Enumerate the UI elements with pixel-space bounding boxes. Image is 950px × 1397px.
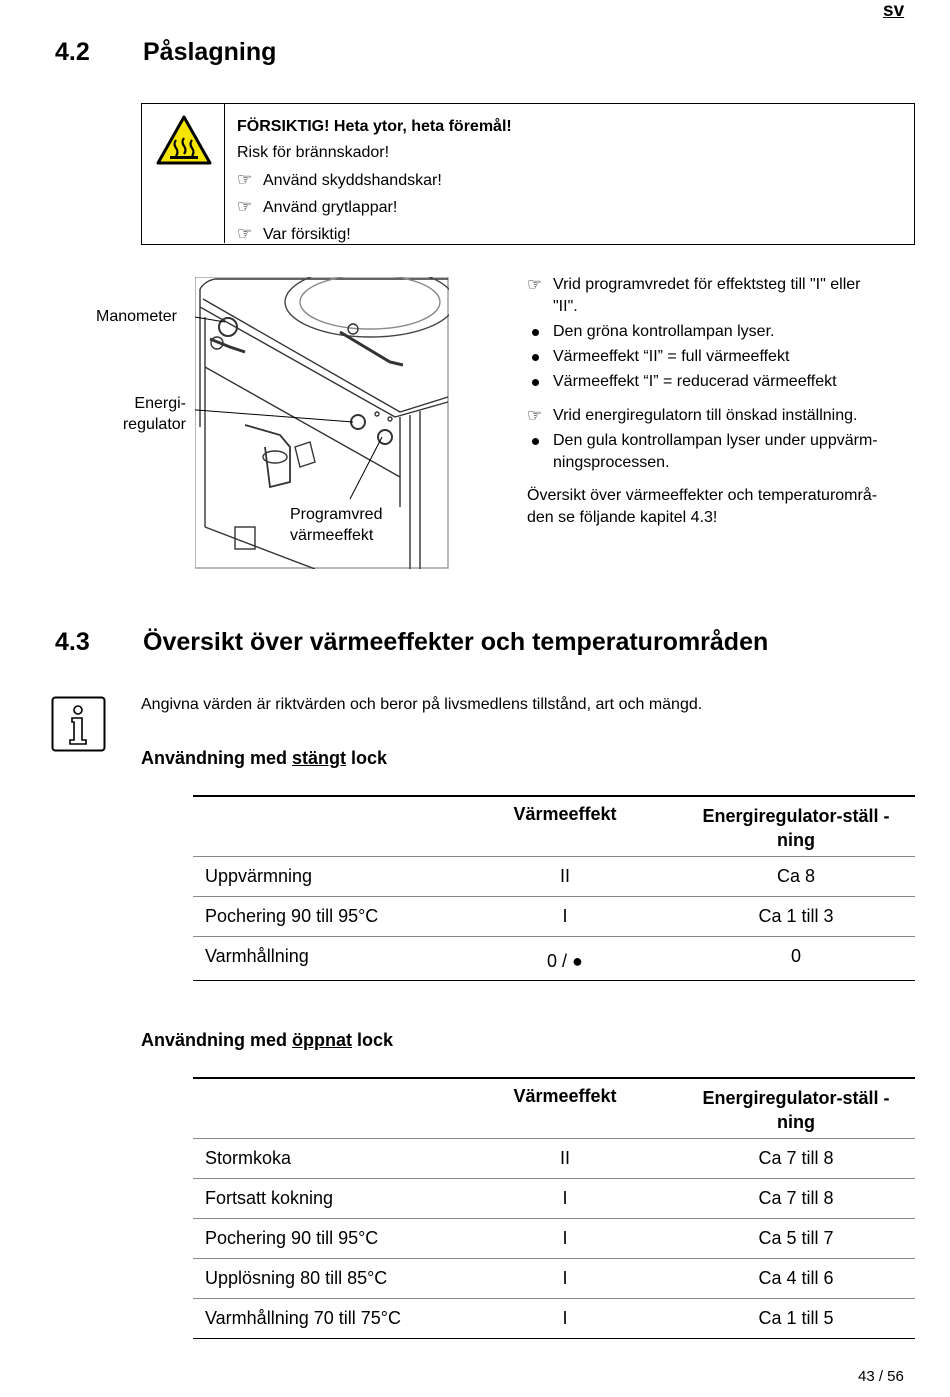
pointing-hand-icon: ☞ [237,169,253,189]
closed-lid-table [193,795,915,981]
table-row: Upplösning 80 till 85°C I Ca 4 till 6 [193,1259,915,1299]
instruction-step: ☞ Vrid energiregulatorn till önskad inställning. [527,406,858,425]
warning-risk: Risk för brännskador! [237,144,390,162]
table-row: Stormkoka II Ca 7 till 8 [193,1139,915,1179]
pointing-hand-icon: ☞ [527,406,543,425]
header-setting: Energiregulator-ställ - ning [702,1088,890,1132]
figure-label-manometer: Manometer [96,308,177,325]
open-lid-heading: Användning med öppnat lock [141,1030,394,1050]
pointing-hand-icon: ☞ [527,275,543,294]
figure-label-energiregulator: Energi- regulator [122,395,186,433]
table-row: Varmhållning 0 / ● 0 [193,937,915,981]
info-text: Angivna värden är riktvärden och beror på livsmedlens tillstånd, art och mängd. [141,696,703,713]
table-row: Varmhållning 70 till 75°C I Ca 1 till 5 [193,1299,915,1339]
instruction-bullet: Den gula kontrollampan lyser under uppvärm- ningsprocessen. [553,432,878,471]
instruction-note: Översikt över värmeeffekter och temperaturområ- den se följande kapitel 4.3! [527,487,878,526]
warning-item: ☞ Använd skyddshandskar! [237,167,512,194]
header-power: Värmeeffekt [513,1086,617,1106]
instruction-bullet: Värmeeffekt “II” = full värmeeffekt [553,348,790,365]
instruction-list [527,274,917,529]
warning-title: FÖRSIKTIG! Heta ytor, heta föremål! [237,118,512,135]
table-row: Pochering 90 till 95°C I Ca 5 till 7 [193,1219,915,1259]
table-row: Pochering 90 till 95°C I Ca 1 till 3 [193,897,915,937]
table-header [193,795,915,857]
hot-surface-warning-icon [155,114,213,166]
header-setting: Energiregulator-ställ - ning [702,806,890,850]
figure-label-programvred: Programvred värmeeffekt [290,506,383,544]
warning-item: ☞ Var försiktig! [237,221,512,248]
section-title: Översikt över värmeeffekter och temperaturområden [143,628,769,656]
page-number: 43 / 56 [858,1368,904,1385]
table-header [193,1077,915,1139]
closed-lid-heading: Användning med stängt lock [141,748,388,768]
pointing-hand-icon: ☞ [237,196,253,216]
pointing-hand-icon: ☞ [237,224,253,244]
section-title: Påslagning [143,38,277,66]
table-row: Uppvärmning II Ca 8 [193,857,915,897]
warning-item: ☞ Använd grytlappar! [237,194,512,221]
warning-icon-cell [142,104,225,243]
open-lid-table [193,1077,915,1339]
table-row: Fortsatt kokning I Ca 7 till 8 [193,1179,915,1219]
instruction-bullet: Den gröna kontrollampan lyser. [553,323,775,340]
info-icon [51,696,106,752]
section-number: 4.2 [55,38,90,66]
section-number: 4.3 [55,628,90,656]
language-code: sv [883,0,905,21]
instruction-step: ☞ Vrid programvredet för effektsteg till "I" eller "II". [527,275,861,315]
header-power: Värmeeffekt [513,804,617,824]
instruction-bullet: Värmeeffekt “I” = reducerad värmeeffekt [553,373,837,390]
warning-box [141,103,915,245]
warning-text [237,114,512,248]
